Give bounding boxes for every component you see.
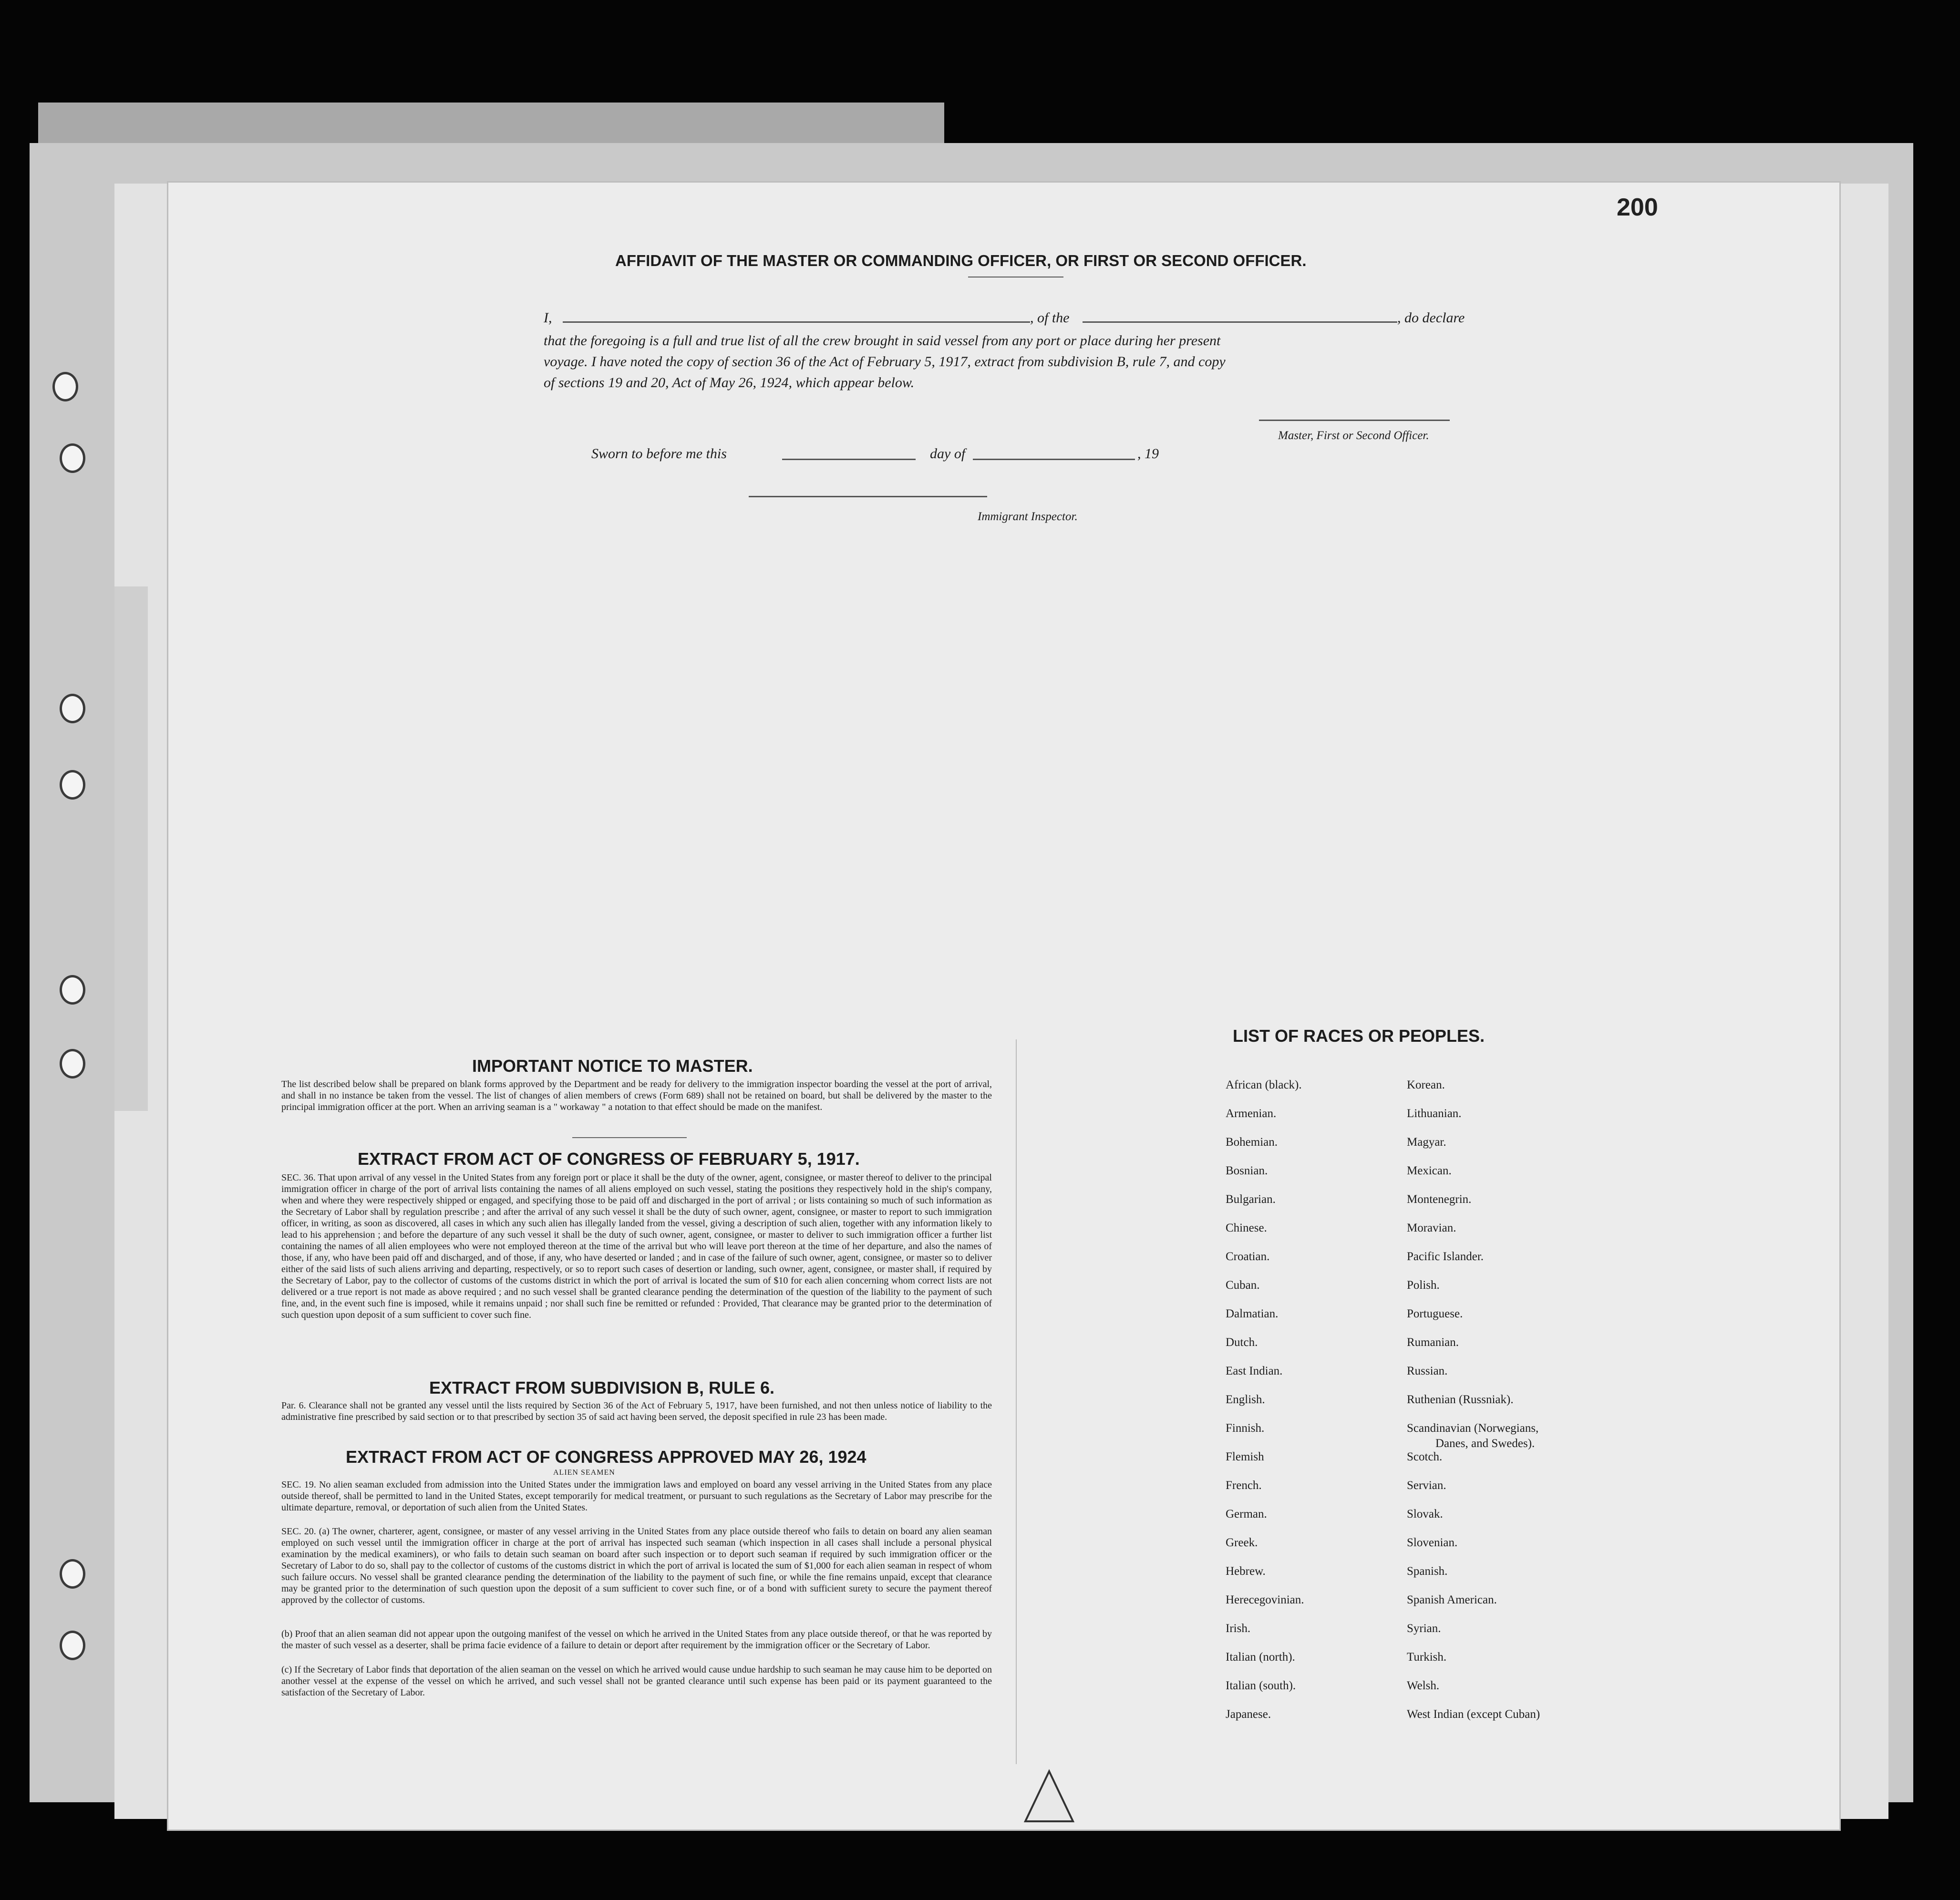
race-item: Russian. (1407, 1365, 1448, 1377)
race-item: Moravian. (1407, 1222, 1456, 1234)
notice-rule (572, 1137, 687, 1138)
race-item: East Indian. (1226, 1365, 1283, 1377)
binder-hole (60, 1631, 85, 1660)
race-item: Dalmatian. (1226, 1307, 1279, 1320)
race-item: Magyar. (1407, 1136, 1446, 1149)
extract-1924-sec20b: (b) Proof that an alien seaman did not appear upon the outgoing manifest of the vessel on which he arrived in the United States from any place outside thereof, or that he was reported by the master of such vessel as a deserter, shall be prima facie evidence of a failure to detain or deport after requirement by the immigration officer or the Secretary of Labor. (281, 1629, 992, 1651)
extract-1924-sec20c: (c) If the Secretary of Labor finds that deportation of the alien seaman on the vessel on which he arrived would cause undue hardship to such seaman he may cause him to be deported on another vessel at the expense of the vessel on which he arrived, and such vessel shall not be granted clearance until such expense has been paid or its payment guaranteed to the satisfaction of the Secretary of Labor. (281, 1664, 992, 1698)
binder-hole (60, 443, 85, 473)
race-item: Chinese. (1226, 1222, 1267, 1234)
inspector-signature-line[interactable] (749, 496, 987, 497)
race-item: Welsh. (1407, 1679, 1440, 1692)
affidavit-body-line2: voyage. I have noted the copy of section 36 of the Act of February 5, 1917, extract from subdivision B, rule 7, and copy (544, 354, 1226, 370)
race-item: Armenian. (1226, 1107, 1277, 1120)
race-item: Syrian. (1407, 1622, 1441, 1635)
notice-text: The list described below shall be prepared on blank forms approved by the Department and be ready for delivery to the immigration inspector boarding the vessel at the port of arrival, and shall in no instance be taken from the vessel. The list of changes of alien members of crews (Form 689) shall not be retained on board, but shall be delivered by the master to the principal immigration officer at the port. When an arriving seaman is a " workaway " a notation to that effect should be made on the manifest. (281, 1079, 992, 1112)
sworn-label: Sworn to before me this (591, 446, 727, 462)
extract-1924-sec20a: SEC. 20. (a) The owner, charterer, agent, consignee, or master of any vessel arriving in the United States from any place outside thereof who fails to detain on board any alien seaman employed on such vessel until the immigration officer in charge at the port of arrival has inspected such seaman (which inspection in all cases shall include a personal physical examination by the medical examiners), or who fails to detain such seaman on board after such inspection or to deport such seaman if required by such immigration officer or the Secretary of Labor to do so, shall pay to the collector of customs of the customs district in which the port of arrival is located the sum of $1,000 for each alien seaman in respect of whom such failure occurs. No vessel shall be granted clearance pending the determination of the liability to the payment of such fine, or while the fine remains unpaid, except that clearance may be granted prior to the determination of such question upon the deposit of a sum sufficient to cover such fine, or of a bond with sufficient surety to secure the payment thereof approved by the collector of customs. (281, 1526, 992, 1605)
binder-hole (60, 770, 85, 800)
race-item: Slovenian. (1407, 1536, 1458, 1549)
race-item: Hebrew. (1226, 1565, 1266, 1578)
affidavit-page (167, 181, 1841, 1831)
race-item: German. (1226, 1508, 1267, 1520)
race-item: Pacific Islander. (1407, 1250, 1484, 1263)
race-item: Bosnian. (1226, 1164, 1268, 1177)
race-item: Servian. (1407, 1479, 1446, 1492)
inspector-label: Immigrant Inspector. (978, 510, 1078, 523)
race-item: Scandinavian (Norwegians, (1407, 1422, 1539, 1435)
race-item: Japanese. (1226, 1708, 1271, 1721)
race-item: Portuguese. (1407, 1307, 1463, 1320)
race-item: Mexican. (1407, 1164, 1452, 1177)
race-item: Slovak. (1407, 1508, 1443, 1520)
race-item: Italian (south). (1226, 1679, 1296, 1692)
year-label: , 19 (1137, 446, 1159, 462)
extract-1924-subtitle: ALIEN SEAMEN (553, 1469, 615, 1477)
affidavit-body-line3: of sections 19 and 20, Act of May 26, 1924, which appear below. (544, 375, 915, 390)
race-item: Italian (north). (1226, 1651, 1295, 1664)
of-the-label: , of the (1030, 310, 1070, 326)
race-item: Korean. (1407, 1078, 1445, 1091)
race-item: English. (1226, 1393, 1265, 1406)
race-item: African (black). (1226, 1078, 1302, 1091)
race-item: French. (1226, 1479, 1262, 1492)
page-number: 200 (1617, 194, 1658, 221)
race-item: Spanish. (1407, 1565, 1448, 1578)
race-item: Croatian. (1226, 1250, 1270, 1263)
binder-hole (60, 694, 85, 723)
extract-1924-title: EXTRACT FROM ACT OF CONGRESS APPROVED MAY 26, 1924 (346, 1447, 867, 1467)
extract-rule6-title: EXTRACT FROM SUBDIVISION B, RULE 6. (429, 1378, 775, 1397)
extract-1917-text: SEC. 36. That upon arrival of any vessel in the United States from any foreign port or place it shall be the duty of the owner, agent, consignee, or master thereof to deliver to the principal immigration officer in charge of the port of arrival lists containing the names of all aliens employed on such vessel, stating the positions they respectively hold in the ship's company, when and where they were respectively shipped or engaged, and specifying those to be paid off and discharged in the port of arrival ; or lists containing so much of such information as the Secretary of Labor shall by regulation prescribe ; and after the arrival of any such vessel it shall be the duty of such owner, agent, consignee, or master to report to such immigration officer, in writing, as soon as discovered, all cases in which any such alien has illegally landed from the vessel, giving a description of such alien, together with any information likely to lead to his apprehension ; and before the departure of any such vessel it shall be the duty of such owner, agent, consignee, or master to deliver to such immigration officer a further list containing the names of all alien employees who were not employed thereon at the time of the arrival but who will leave port thereon at the time of her departure, and also the names of those, if any, who have been paid off and discharged, and of those, if any, who have deserted or landed ; and in case of the failure of such owner, agent, consignee, or master so to deliver either of the said lists of such aliens arriving and departing, respectively, or so to report such cases of desertion or landing, such owner, agent, consignee, or master shall, if required by the Secretary of Labor, pay to the collector of customs of the customs district in which the port of arrival is located the sum of $10 for each alien concerning whom correct lists are not delivered or a true report is not made as above required ; and no such vessel shall be granted clearance pending the determination of the question of the liability to the payment of such fine, and, in the event such fine is imposed, while it remains unpaid ; nor shall such fine be remitted or refunded : Provided, That clearance may be granted prior to the determination of such question upon deposit of a sum sufficient to cover such fine. (281, 1172, 992, 1320)
affidavit-body-line1: that the foregoing is a full and true list of all the crew brought in said vessel from any port or place during her present (544, 333, 1221, 349)
race-item: Cuban. (1226, 1279, 1260, 1292)
extract-1924-sec19: SEC. 19. No alien seaman excluded from admission into the United States under the immigration laws and employed on board any vessel arriving in the United States from any place outside thereof, shall be permitted to land in the United States, except temporarily for medical treatment, or pursuant to such regulations as the Secretary of Labor may prescribe for the ultimate departure, removal, or deportation of such alien from the United States. (281, 1479, 992, 1513)
extract-1917-title: EXTRACT FROM ACT OF CONGRESS OF FEBRUARY 5, 1917. (358, 1149, 860, 1169)
signature-label: Master, First or Second Officer. (1278, 429, 1429, 442)
race-item: Herecegovinian. (1226, 1593, 1304, 1606)
races-title: LIST OF RACES OR PEOPLES. (1233, 1026, 1485, 1046)
column-divider (1016, 1039, 1017, 1764)
binder-hole (60, 1049, 85, 1078)
race-item: Turkish. (1407, 1651, 1447, 1664)
binder-hole (52, 372, 78, 401)
race-item: Spanish American. (1407, 1593, 1497, 1606)
race-item: Irish. (1226, 1622, 1251, 1635)
race-item: Greek. (1226, 1536, 1258, 1549)
declare-label: , do declare (1397, 310, 1465, 326)
binder-hole (60, 975, 85, 1005)
vessel-field-line[interactable] (1083, 321, 1397, 323)
race-item: Scotch. (1407, 1450, 1443, 1463)
extract-rule6-text: Par. 6. Clearance shall not be granted any vessel until the lists required by Section 36 of the Act of February 5, 1917, have been furnished, and not then unless notice of liability to the administrative fine prescribed by said section or to that prescribed by section 35 of said act having been served, the deposit specified in rule 23 has been made. (281, 1400, 992, 1422)
name-field-line[interactable] (563, 321, 1030, 323)
race-item: Dutch. (1226, 1336, 1258, 1349)
race-item: Lithuanian. (1407, 1107, 1462, 1120)
race-item: West Indian (except Cuban) (1407, 1708, 1540, 1721)
race-item: Bohemian. (1226, 1136, 1278, 1149)
notice-title: IMPORTANT NOTICE TO MASTER. (472, 1056, 753, 1076)
sworn-month-line[interactable] (973, 459, 1135, 460)
race-item: Finnish. (1226, 1422, 1265, 1435)
binder-hole (60, 1559, 85, 1589)
race-item: Bulgarian. (1226, 1193, 1276, 1206)
race-item-continuation: Danes, and Swedes). (1435, 1437, 1535, 1450)
race-item: Montenegrin. (1407, 1193, 1472, 1206)
race-item: Flemish (1226, 1450, 1264, 1463)
race-item: Rumanian. (1407, 1336, 1459, 1349)
race-item: Polish. (1407, 1279, 1440, 1292)
signature-line[interactable] (1259, 420, 1450, 421)
race-item: Ruthenian (Russniak). (1407, 1393, 1514, 1406)
paper-strip (114, 586, 148, 1111)
affidavit-title: AFFIDAVIT OF THE MASTER OR COMMANDING OFFICER, OR FIRST OR SECOND OFFICER. (615, 252, 1307, 269)
day-of-label: day of (930, 446, 966, 462)
i-label: I, (544, 310, 552, 326)
sworn-day-line[interactable] (782, 459, 916, 460)
fold-triangle-mark (1021, 1769, 1078, 1826)
